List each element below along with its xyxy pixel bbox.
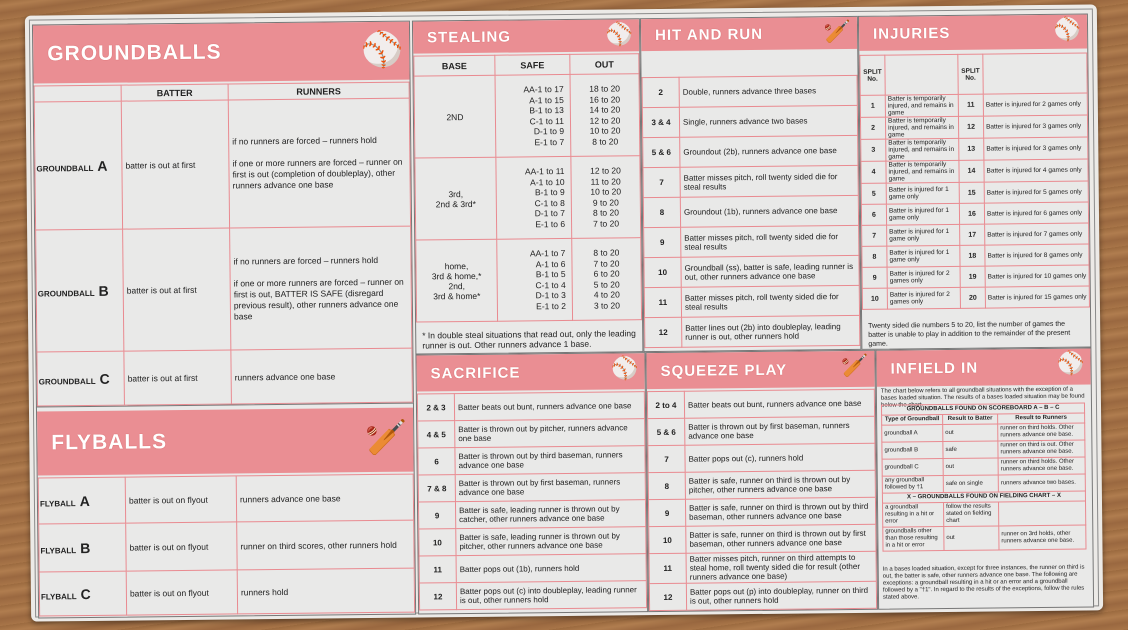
injury-row: 1 Batter is temporarily injured, and remains in game 11 Batter is injured for 2 games only (860, 93, 1087, 117)
stealing-panel (412, 18, 643, 354)
flyballs-panel (36, 403, 416, 619)
infield-row: a groundball resulting in a hit or error follow the results stated on fielding chart (883, 501, 1086, 527)
squeeze-play-title: SQUEEZE PLAY (660, 361, 788, 380)
squeeze-play-row: 11 Batter misses pitch, runner on third attempts to steal home, roll twenty sided die for result (other runners advance one base) (649, 551, 876, 583)
sacrifice-row: 10 Batter is safe, leading runner is thrown out by pitcher, other runners advance one base (419, 527, 646, 556)
steal-row-2nd: 2ND AA-1 to 17 A-1 to 15 B-1 to 13 C-1 to 11 D-1 to 9 E-1 to 7 18 to 20 16 to 20 14 to 20 12 to 20 10 to 20 8 to 20 (414, 74, 640, 158)
injury-row: 8 Batter is injured for 1 game only 18 Batter is injured for 8 games only (862, 244, 1089, 267)
batter-swing-icon: 🏏 (823, 18, 852, 45)
infield-in-note: In a bases loaded situation, except for three instances, the runner on third is out, the batter is safe, other runners advance one base. The following are exceptions: a groundball resulting in a hit or an error and a groundball followed by a "†1". In regard to the results of the exceptions, follow the rules stated above. (882, 564, 1085, 601)
infield-in-header (876, 348, 1090, 386)
infielder-icon: ⚾ (1057, 350, 1085, 376)
hit-and-run-table (642, 75, 861, 348)
sacrifice-header (416, 353, 644, 391)
hit-and-run-row: 11 Batter misses pitch, roll twenty sided die for steal results (644, 285, 859, 317)
flyball-row-a: FLYBALL A batter is out on flyout runners advance one base (38, 474, 413, 524)
groundballs-table (34, 82, 413, 407)
bunt-icon: ⚾ (611, 355, 639, 381)
hit-and-run-title: HIT AND RUN (655, 25, 764, 44)
injuries-title: INJURIES (873, 24, 951, 43)
injuries-header (859, 15, 1087, 51)
infield-in-intro: The chart below refers to all groundball situations with the exception of a bases loaded situation. The results of a bases loaded situation may be found below the chart. (880, 386, 1085, 409)
infield-row: groundballs other than those resulting in a hit or error out runner on 3rd holds, other runners advance one base. (883, 525, 1086, 551)
infield-row: groundball A out runner on third holds. Other runners advance one base. (882, 423, 1085, 442)
hit-and-run-row: 10 Groundball (ss), batter is safe, leading runner is out, other runners advance one base (644, 255, 859, 287)
hit-and-run-row: 5 & 6 Groundout (2b), runners advance one base (643, 135, 858, 167)
hit-and-run-row: 3 & 4 Single, runners advance two bases (642, 105, 857, 137)
hit-and-run-row: 7 Batter misses pitch, roll twenty sided die for steal results (643, 165, 858, 197)
hit-and-run-row: 8 Groundout (1b), runners advance one base (643, 195, 858, 227)
hit-and-run-row: 9 Batter misses pitch, roll twenty sided die for steal results (644, 225, 859, 257)
col-runners: RUNNERS (228, 82, 409, 100)
steal-row-3rd: 3rd, 2nd & 3rd* AA-1 to 11 A-1 to 10 B-1 to 9 C-1 to 8 D-1 to 7 E-1 to 6 12 to 20 11 to 20 10 to 20 9 to 20 8 to 20 7 to 20 (415, 156, 641, 240)
squeeze-play-row: 10 Batter is safe, runner on third is thrown out by first baseman, other runners advance one base (649, 524, 876, 553)
squeeze-play-row: 2 to 4 Batter beats out bunt, runners advance one base (647, 389, 874, 418)
slide-icon: ⚾ (605, 21, 634, 47)
injury-row: 6 Batter is injured for 1 game only 16 Batter is injured for 6 games only (861, 202, 1088, 225)
infield-row: any groundball followed by †1 safe on single runners advance two bases. (882, 474, 1085, 493)
injury-row: 7 Batter is injured for 1 game only 17 Batter is injured for 7 games only (862, 223, 1089, 246)
batter-icon: 🏏 (364, 418, 408, 458)
injuries-panel (858, 13, 1091, 349)
stealing-table: BASE SAFE OUT 2ND AA-1 to 17 A-1 to 15 B-1 to 13 C-1 to 11 D-1 to 9 E-1 to 7 18 to 20 16 to 20 14 to 20 12 to 20 10 to 20 8 to 20 3rd, 2nd & 3rd* AA-1 to 11 A-1 to 10 B-1 to 9 C-1 to 8 D-1 to 7 E-1 to 6 12 to 20 11 to 20 10 to 20 9 to 20 8 to 20 7 to 20 home, 3rd & home,* 2nd, 3rd & home* AA-1 to 7 A-1 to 6 B-1 to 5 C-1 to 4 D-1 to 3 E-1 to 2 8 to 20 7 to 20 6 to 20 5 to 20 4 to 20 3 to 20 (413, 53, 642, 322)
injury-row: 3 Batter is temporarily injured, and remains in game 13 Batter is injured for 3 games only (861, 137, 1088, 161)
hit-and-run-header (641, 17, 857, 51)
squeeze-play-row: 7 Batter pops out (c), runners hold (648, 443, 875, 472)
groundball-row-a: GROUNDBALL A batter is out at first if no runners are forced – runners hold if one or more runners are forced – runner on first is out (completion of doubleplay), other runners advance one base (34, 98, 410, 230)
flyball-row-b: FLYBALL B batter is out on flyout runner on third scores, other runners hold (39, 520, 414, 572)
infield-in-table: GROUNDBALLS FOUND ON SCOREBOARD A – B – C Type of Groundball Result to Batter Result to Runners groundball A out runner on third holds. Other runners advance one base. groundball B safe runner on third is out. Other runners advance one base. groundball C out runner on third holds. Other runners advance one base. any groundball followed by †1 safe on single runners advance two bases. X – GROUNDBALLS FOUND ON FIELDING CHART – X a groundball resulting in a hit or error follow the results stated on fielding chart groundballs other than those resulting in a hit or error out runner on 3rd holds, other runners advance one base. (881, 403, 1087, 552)
sacrifice-row: 11 Batter pops out (1b), runners hold (419, 554, 646, 583)
sacrifice-title: SACRIFICE (430, 363, 521, 382)
injury-row: 9 Batter is injured for 2 games only 19 Batter is injured for 10 games only (862, 265, 1089, 288)
injury-row: 5 Batter is injured for 1 game only 15 Batter is injured for 5 games only (861, 181, 1088, 204)
stealing-note: * In double steal situations that read out, only the leading runner is out. Other runners advance 1 base. (422, 328, 636, 351)
infield-row: groundball C out runner on third holds. Other runners advance one base. (882, 457, 1085, 476)
squeeze-play-row: 8 Batter is safe, runner on third is thrown out by pitcher, other runners advance one base (648, 470, 875, 499)
sacrifice-table (417, 391, 647, 610)
squeeze-play-table (647, 389, 877, 611)
hit-and-run-row: 2 Double, runners advance three bases (642, 75, 857, 107)
squeeze-play-row: 9 Batter is safe, runner on third is thrown out by third baseman, other runners advance one base (648, 497, 875, 526)
injuries-table: SPLIT No. SPLIT No. 1 Batter is temporarily injured, and remains in game 11 Batter is injured for 2 games only 2 Batter is temporarily injured, and remains in game 12 Batter is injured for 3 games only 3 Batter is temporarily injured, and remains in game 13 Batter is injured for 3 games only 4 Batter is temporarily injured, and remains in game 14 Batter is injured for 4 games only 5 Batter is injured for 1 game only 15 Batter is injured for 5 games only 6 Batter is injured for 1 game only 16 Batter is injured for 6 games only 7 Batter is injured for 1 game only 17 Batter is injured for 7 games only 8 Batter is injured for 1 game only 18 Batter is injured for 8 games only 9 Batter is injured for 2 games only 19 Batter is injured for 10 games only 10 Batter is injured for 2 games only 20 Batter is injured for 15 games only (859, 53, 1090, 310)
squeeze-play-row: 5 & 6 Batter is thrown out by first baseman, runners advance one base (648, 416, 875, 445)
stealing-title: STEALING (427, 28, 512, 46)
groundballs-panel (32, 21, 414, 409)
sacrifice-row: 6 Batter is thrown out by third baseman, runners advance one base (418, 446, 645, 475)
fielder-icon: ⚾ (360, 30, 404, 70)
infield-in-title: INFIELD IN (890, 359, 979, 378)
infield-in-panel (875, 347, 1094, 609)
squeeze-play-header (646, 351, 874, 389)
squeeze-play-row: 12 Batter pops out (p) into doubleplay, runner on third is out, other runners hold (649, 581, 876, 610)
sacrifice-row: 9 Batter is safe, leading runner is thrown out by catcher, other runners advance one base (418, 500, 645, 529)
injury-row: 4 Batter is temporarily injured, and remains in game 14 Batter is injured for 4 games only (861, 159, 1088, 183)
groundballs-header (33, 22, 410, 84)
sacrifice-row: 4 & 5 Batter is thrown out by pitcher, runners advance one base (418, 419, 645, 448)
hit-and-run-panel (640, 16, 861, 352)
infield-row: groundball B safe runner on third is out. Other runners advance one base. (882, 440, 1085, 459)
sacrifice-row: 12 Batter pops out (c) into doubleplay, leading runner is out, other runners hold (419, 581, 646, 610)
groundball-row-c: GROUNDBALL C batter is out at first runners advance one base (37, 348, 413, 406)
players-collision-icon: ⚾ (1053, 16, 1082, 42)
injury-row: 10 Batter is injured for 2 games only 20 Batter is injured for 15 games only (862, 286, 1089, 309)
flyballs-header (37, 408, 414, 476)
sacrifice-panel (415, 352, 648, 614)
col-batter: BATTER (121, 84, 228, 101)
bunt-stance-icon: 🏏 (841, 352, 869, 379)
injury-row: 2 Batter is temporarily injured, and remains in game 12 Batter is injured for 3 games only (860, 115, 1087, 139)
sacrifice-row: 2 & 3 Batter beats out bunt, runners advance one base (417, 392, 644, 421)
squeeze-play-panel (645, 350, 878, 612)
groundballs-title: GROUNDBALLS (47, 40, 222, 66)
flyball-row-c: FLYBALL C batter is out on flyout runners hold (39, 568, 414, 616)
groundball-row-b: GROUNDBALL B batter is out at first if no runners are forced – runners hold if one or more runners are forced – runner on first is out, BATTER IS SAFE (disregard previous result), other runners advance one base (36, 226, 412, 352)
game-chart-card (25, 4, 1103, 621)
injuries-note: Twenty sided die numbers 5 to 20, list the number of games the batter is unable to play in addition to the remainder of the present game. (868, 320, 1071, 348)
steal-row-home: home, 3rd & home,* 2nd, 3rd & home* AA-1 to 7 A-1 to 6 B-1 to 5 C-1 to 4 D-1 to 3 E-1 to 2 8 to 20 7 to 20 6 to 20 5 to 20 4 to 20 3 to 20 (416, 238, 642, 322)
sacrifice-row: 7 & 8 Batter is thrown out by first baseman, runners advance one base (418, 473, 645, 502)
flyballs-table (38, 474, 415, 617)
stealing-header (413, 19, 639, 53)
hit-and-run-row: 12 Batter lines out (2b) into doubleplay, leading runner is out, other runners hold (645, 315, 860, 347)
flyballs-title: FLYBALLS (51, 430, 168, 455)
